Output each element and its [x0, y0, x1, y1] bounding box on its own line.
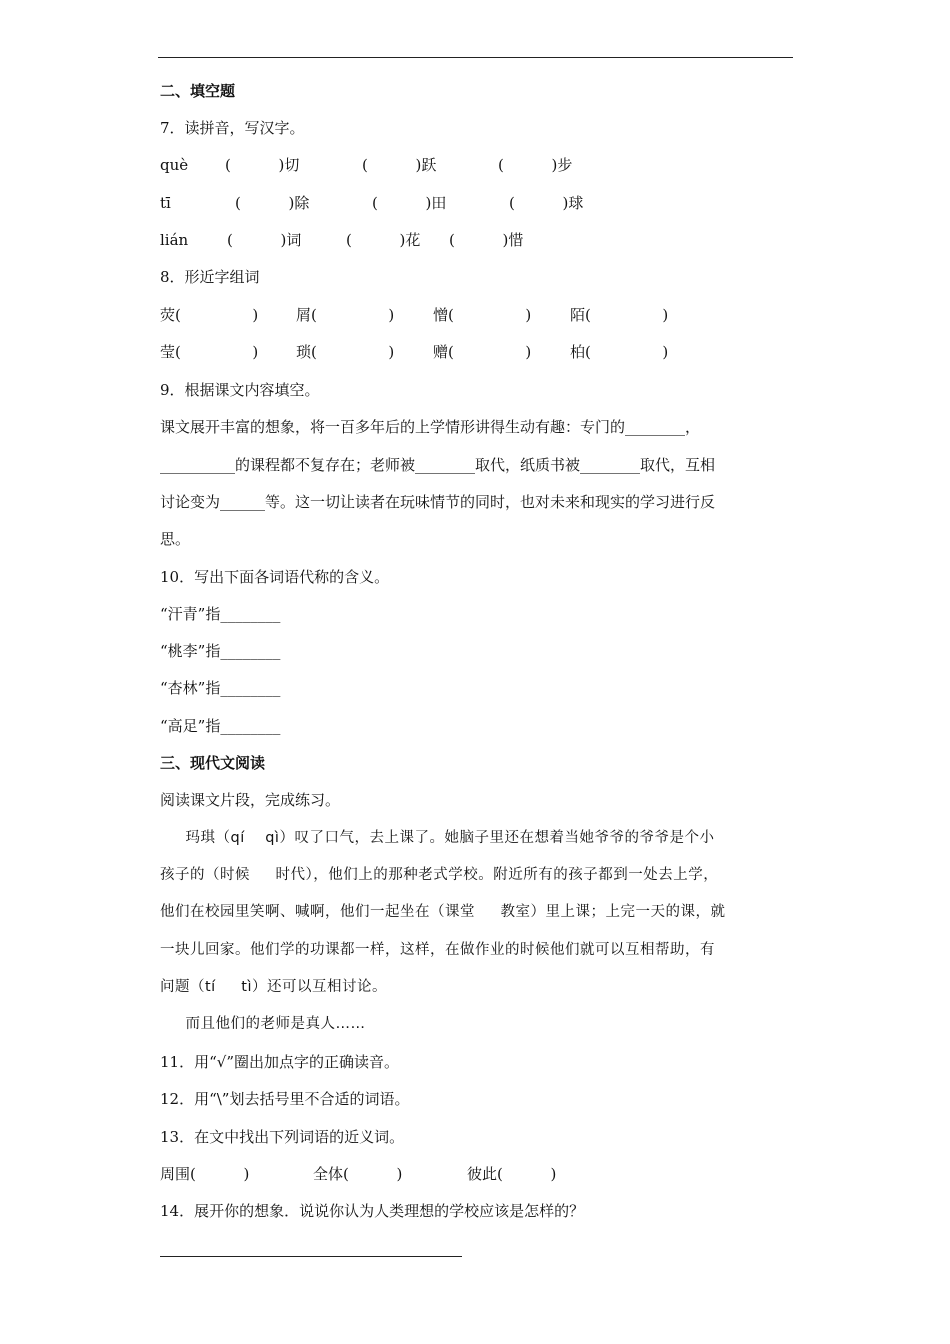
q8-title: 8．形近字组词 [160, 268, 260, 286]
q7-row3-item2[interactable]: ( )花 [346, 231, 421, 249]
q8-row1-item1[interactable]: 荧( ) [160, 306, 259, 324]
passage-line-3: 他们在校园里笑啊、喊啊，他们一起坐在（课堂 教室）里上课；上完一天的课，就 [160, 904, 726, 920]
q13-item2[interactable]: 全体( ) [313, 1165, 403, 1183]
q9-title: 9．根据课文内容填空。 [160, 381, 320, 399]
q7-row2-item3[interactable]: ( )球 [509, 194, 584, 212]
q7-row1-pinyin: què [160, 156, 189, 174]
q8-row1-item4[interactable]: 陌( ) [570, 306, 669, 324]
q7-row3-pinyin: lián [160, 231, 189, 249]
answer-line[interactable] [160, 1256, 462, 1257]
q13-item3[interactable]: 彼此( ) [467, 1165, 557, 1183]
q10-item2[interactable]: “桃李”指________ [160, 642, 281, 660]
passage-line-4: 一块儿回家。他们学的功课都一样，这样，在做作业的时候他们就可以互相帮助，有 [160, 942, 715, 958]
q7-row3-item1[interactable]: ( )词 [227, 231, 302, 249]
section-2-title: 二、填空题 [160, 82, 236, 100]
q7-row1-item3[interactable]: ( )步 [498, 156, 573, 174]
q7-row2-item1[interactable]: ( )除 [235, 194, 310, 212]
q7-title: 7．读拼音，写汉字。 [160, 119, 305, 137]
header-rule [158, 57, 793, 58]
q10-item1[interactable]: “汗青”指________ [160, 605, 281, 623]
passage-line-2: 孩子的（时候 时代），他们上的那种老式学校。附近所有的孩子都到一处去上学， [160, 867, 719, 883]
passage-line-1: 玛琪（qí qì）叹了口气，去上课了。她脑子里还在想着当她爷爷的爷爷是个小 [160, 830, 715, 846]
q13-title: 13．在文中找出下列词语的近义词。 [160, 1128, 405, 1146]
q8-row2-item2[interactable]: 琐( ) [296, 343, 395, 361]
q14: 14．展开你的想象．说说你认为人类理想的学校应该是怎样的？ [160, 1202, 585, 1220]
q7-row2-pinyin: tī [160, 194, 171, 212]
q7-row3-item3[interactable]: ( )惜 [449, 231, 524, 249]
q11: 11．用“√”圈出加点字的正确读音。 [160, 1053, 399, 1071]
q9-line2[interactable]: __________的课程都不复存在；老师被________取代，纸质书被________取代，互相 [160, 456, 716, 474]
q8-row2-item4[interactable]: 柏( ) [570, 343, 669, 361]
q7-row1-item1[interactable]: ( )切 [225, 156, 300, 174]
q9-line3[interactable]: 讨论变为______等。这一切让读者在玩味情节的同时，也对未来和现实的学习进行反 [160, 493, 716, 511]
q9-line4: 思。 [160, 530, 191, 548]
reading-intro: 阅读课文片段，完成练习。 [160, 791, 341, 809]
section-3-title: 三、现代文阅读 [160, 754, 266, 772]
passage-line-5: 问题（tí tì）还可以互相讨论。 [160, 979, 387, 995]
q8-row2-item3[interactable]: 赠( ) [433, 343, 532, 361]
q9-line1[interactable]: 课文展开丰富的想象，将一百多年后的上学情形讲得生动有趣：专门的________， [160, 418, 701, 436]
q8-row1-item3[interactable]: 憎( ) [433, 306, 532, 324]
q7-row1-item2[interactable]: ( )跃 [362, 156, 437, 174]
q10-item3[interactable]: “杏林”指________ [160, 679, 281, 697]
q10-title: 10．写出下面各词语代称的含义。 [160, 568, 390, 586]
q8-row1-item2[interactable]: 屑( ) [296, 306, 395, 324]
q7-row2-item2[interactable]: ( )田 [372, 194, 447, 212]
passage-line-6: 而且他们的老师是真人…… [160, 1016, 366, 1032]
q12: 12．用“\”划去括号里不合适的词语。 [160, 1090, 410, 1108]
q8-row2-item1[interactable]: 莹( ) [160, 343, 259, 361]
q13-item1[interactable]: 周围( ) [160, 1165, 250, 1183]
q10-item4[interactable]: “高足”指________ [160, 717, 281, 735]
